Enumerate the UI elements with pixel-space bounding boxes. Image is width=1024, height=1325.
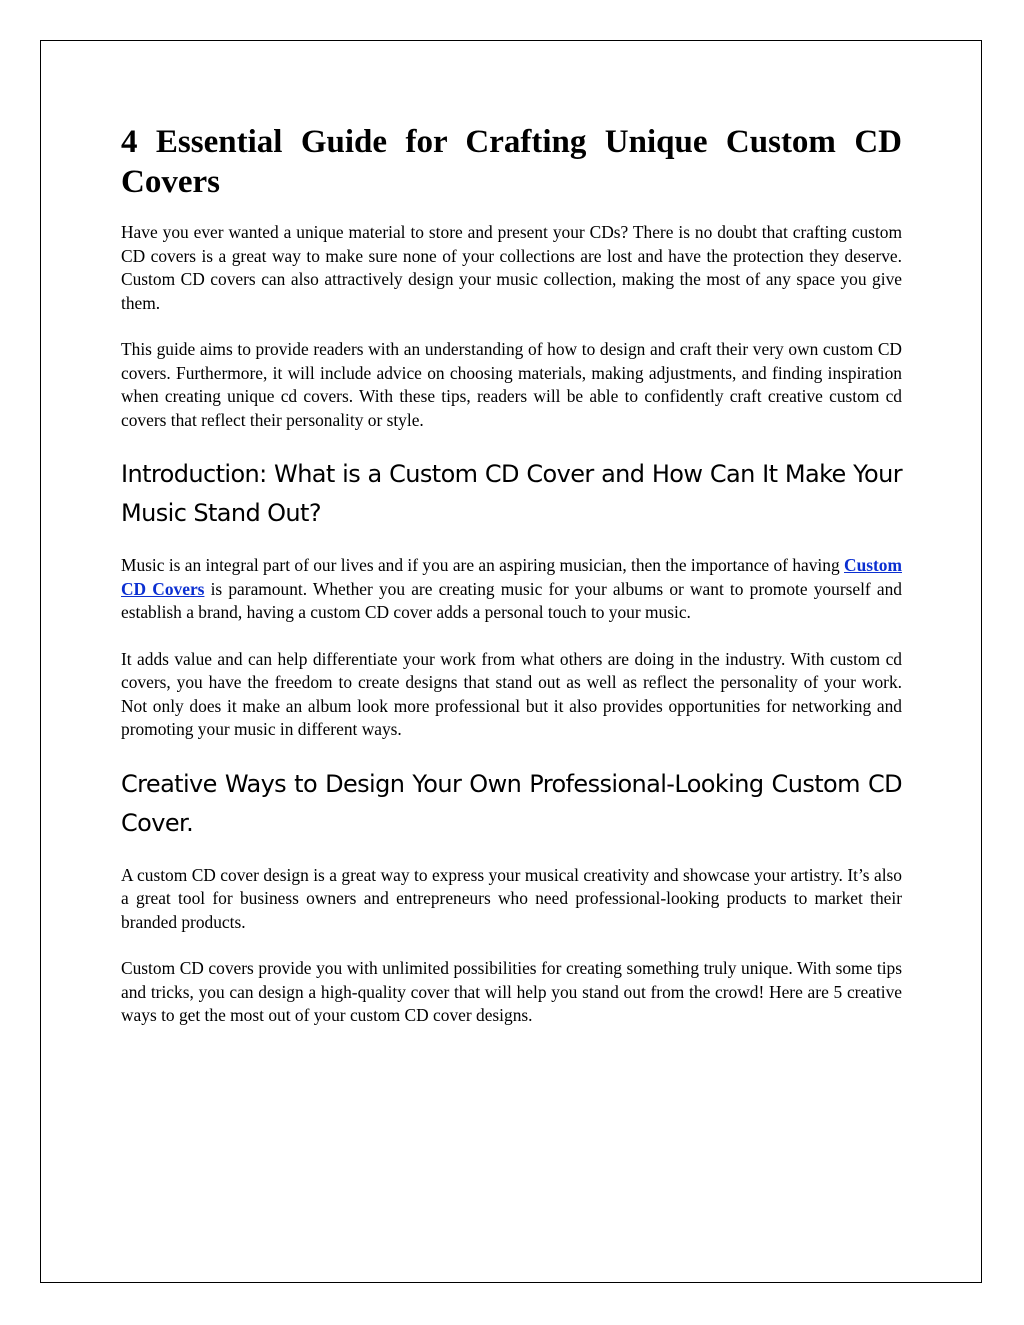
section-2-paragraph-1: A custom CD cover design is a great way to express your musical creativity and showcase your artistry. It’s also a great tool for business owners and entrepreneurs who need professional-looking products to market their branded products. (121, 864, 902, 932)
section-1-paragraph-1-lead: Music is an integral part of our lives and if you are an aspiring musician, then the importance of having (121, 555, 845, 575)
document-title: 4 Essential Guide for Crafting Unique Custom CD Covers (121, 124, 902, 200)
custom-cd-covers-link[interactable]: Custom CD Covers (121, 555, 902, 599)
section-heading-creative-ways: Creative Ways to Design Your Own Professional-Looking Custom CD Cover. (121, 769, 902, 837)
section-2-paragraph-2: Custom CD covers provide you with unlimited possibilities for creating something truly unique. With some tips and tricks, you can design a high-quality cover that will help you stand out from the crowd! Here are 5 creative ways to get the most out of your custom CD cover designs. (121, 958, 902, 1025)
document-body (121, 122, 902, 1051)
section-heading-introduction: Introduction: What is a Custom CD Cover and How Can It Make Your Music Stand Out? (121, 460, 902, 527)
section-1-paragraph-1-tail: is paramount. Whether you are creating music for your albums or want to promote yourself and establish a brand, having a custom CD cover adds a personal touch to your music. (121, 578, 902, 622)
intro-paragraph-2: This guide aims to provide readers with an understanding of how to design and craft their very own custom CD covers. Furthermore, it will include advice on choosing materials, making adjustments, and finding inspiration when creating unique cd covers. With these tips, readers will be able to confidently craft creative custom cd covers that reflect their personality or style. (121, 339, 902, 430)
section-1-paragraph-2: It adds value and can help differentiate your work from what others are doing in the industry. With custom cd covers, you have the freedom to create designs that stand out as well as reflect the personality of your work. Not only does it make an album look more professional but it also provides opportunities for networking and promoting your music in different ways. (121, 648, 902, 739)
intro-paragraph-1: Have you ever wanted a unique material to store and present your CDs? There is no doubt that crafting custom CD covers is a great way to make sure none of your collections are lost and have the protection they deserve. Custom CD covers can also attractively design your music collection, making the most of any space you give them. (121, 222, 902, 313)
section-1-paragraph-1 (121, 554, 902, 625)
